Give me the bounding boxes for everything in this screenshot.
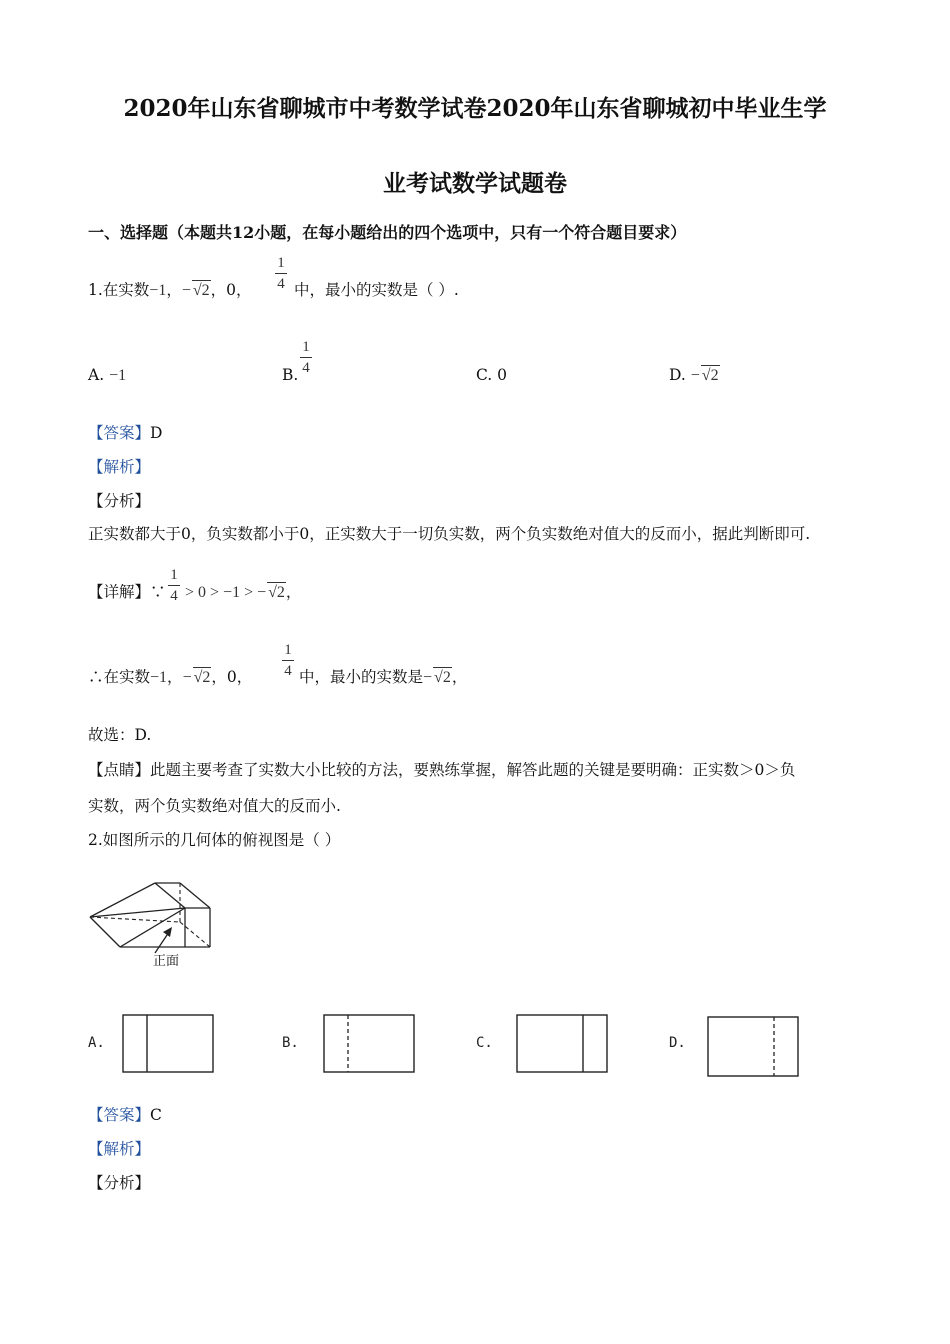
therefore-comma: ，	[167, 668, 183, 686]
option-b-fraction	[300, 338, 312, 377]
q1-fraction	[275, 254, 287, 293]
q2-option-a-label[interactable]: A.	[88, 1035, 105, 1051]
option-d-radicand: 2	[710, 367, 719, 384]
therefore-mid: 中，最小的实数是	[299, 668, 424, 686]
fenxi-tag: 【分析】	[88, 492, 151, 510]
dianjing-line2: 实数，两个负实数绝对值大的反而小.	[88, 797, 341, 815]
q1-comma: ，	[166, 281, 182, 299]
detail-prefix: 【详解】∵	[88, 583, 166, 601]
therefore-fraction	[282, 641, 294, 680]
answer-tag: 【答案】	[88, 424, 151, 442]
q1-option-c[interactable]: C. 0	[476, 366, 508, 384]
answer-2	[88, 1105, 162, 1125]
jiexi2-tag: 【解析】	[88, 1140, 151, 1158]
therefore-sqrt2: √2	[434, 669, 451, 686]
q1-option-b[interactable]	[282, 365, 298, 385]
dianjing-text1: 此题主要考查了实数大小比较的方法，要熟练掌握，解答此题的关键是要明确：正实数＞0＞负	[150, 761, 796, 779]
q1-frac-den: 4	[277, 276, 285, 292]
q1-option-a[interactable]	[88, 365, 126, 386]
detail-end: ，	[285, 583, 302, 601]
answer2-tag: 【答案】	[88, 1106, 151, 1124]
therefore-line	[88, 667, 252, 688]
doc-title-line1: 2020年山东省聊城市中考数学试卷2020年山东省聊城初中毕业生学	[123, 95, 827, 122]
question-2: 2.如图所示的几何体的俯视图是（ ）	[88, 831, 341, 849]
therefore-frac-num: 1	[284, 642, 292, 658]
edge-left-bottom	[90, 917, 120, 947]
detail-rest: > 0 > −1 > −	[185, 584, 267, 601]
detail-fraction	[168, 566, 180, 605]
detail-frac-num: 1	[170, 567, 178, 583]
analysis-text: 正实数都大于0，负实数都小于0，正实数大于一切负实数，两个负实数绝对值大的反而小，据此判断即可.	[88, 525, 811, 543]
q1-suffix: 中，最小的实数是（ ）.	[294, 281, 459, 299]
question-1	[88, 280, 252, 301]
therefore-prefix: ∴在实数	[88, 668, 151, 686]
q2-option-b-label[interactable]: B.	[282, 1035, 299, 1051]
therefore-minus2: −	[423, 669, 433, 686]
option-a-label: A.	[88, 366, 105, 384]
q2-option-d-label[interactable]: D.	[669, 1035, 686, 1051]
q1-zero: ，0，	[210, 281, 252, 299]
q1-sqrt-two: √2	[192, 282, 210, 299]
option-b-den: 4	[302, 360, 310, 376]
detail-radicand: 2	[276, 584, 285, 601]
option-b-num: 1	[302, 339, 310, 355]
therefore-minus: −	[182, 669, 192, 686]
detail-inequality	[185, 582, 301, 603]
option-d-minus: −	[690, 367, 700, 384]
q1-minus: −	[181, 282, 191, 299]
option-d-label: D.	[669, 366, 686, 384]
q2-option-c-figure[interactable]	[516, 1014, 609, 1074]
front-label: 正面	[153, 954, 180, 969]
section-heading: 一、选择题（本题共12小题，在每小题给出的四个选项中，只有一个符合题目要求）	[88, 223, 687, 242]
q2-option-b-figure[interactable]	[323, 1014, 416, 1074]
edge-top-right	[180, 883, 210, 908]
detail-frac-den: 4	[170, 588, 178, 604]
dianjing-tag: 【点睛】	[88, 761, 151, 779]
option-a-value: −1	[109, 367, 127, 384]
answer-value: D	[150, 424, 163, 442]
therefore-sqrt: √2	[193, 669, 211, 686]
therefore-frac-den: 4	[284, 663, 292, 679]
option-d-sqrt: √2	[701, 367, 719, 384]
q1-frac-num: 1	[277, 255, 285, 271]
dianjing-line1	[88, 760, 795, 780]
fenxi2-tag: 【分析】	[88, 1174, 151, 1192]
q1-option-d[interactable]	[669, 365, 720, 386]
doc-title-line2: 业考试数学试题卷	[383, 170, 567, 197]
q1-prefix: 1.在实数	[88, 281, 150, 299]
therefore-radicand: 2	[202, 669, 211, 686]
answer-1	[88, 423, 162, 443]
answer2-value: C	[150, 1106, 162, 1124]
therefore-zero: ，0，	[211, 668, 253, 686]
therefore-end: ，	[451, 668, 468, 686]
q2-option-d-figure[interactable]	[707, 1016, 800, 1078]
therefore-rest	[299, 667, 467, 688]
q2-option-c-label[interactable]: C.	[476, 1035, 493, 1051]
therefore-radicand2: 2	[442, 669, 451, 686]
detail-sqrt: √2	[268, 584, 285, 601]
q1-neg-one: −1	[149, 282, 167, 299]
therefore-neg-one: −1	[150, 669, 168, 686]
q1-radicand: 2	[201, 282, 210, 299]
choose-line: 故选：D.	[88, 726, 152, 744]
jiexi-tag: 【解析】	[88, 458, 151, 476]
q2-option-a-figure[interactable]	[122, 1014, 215, 1074]
option-b-label: B.	[282, 366, 299, 384]
